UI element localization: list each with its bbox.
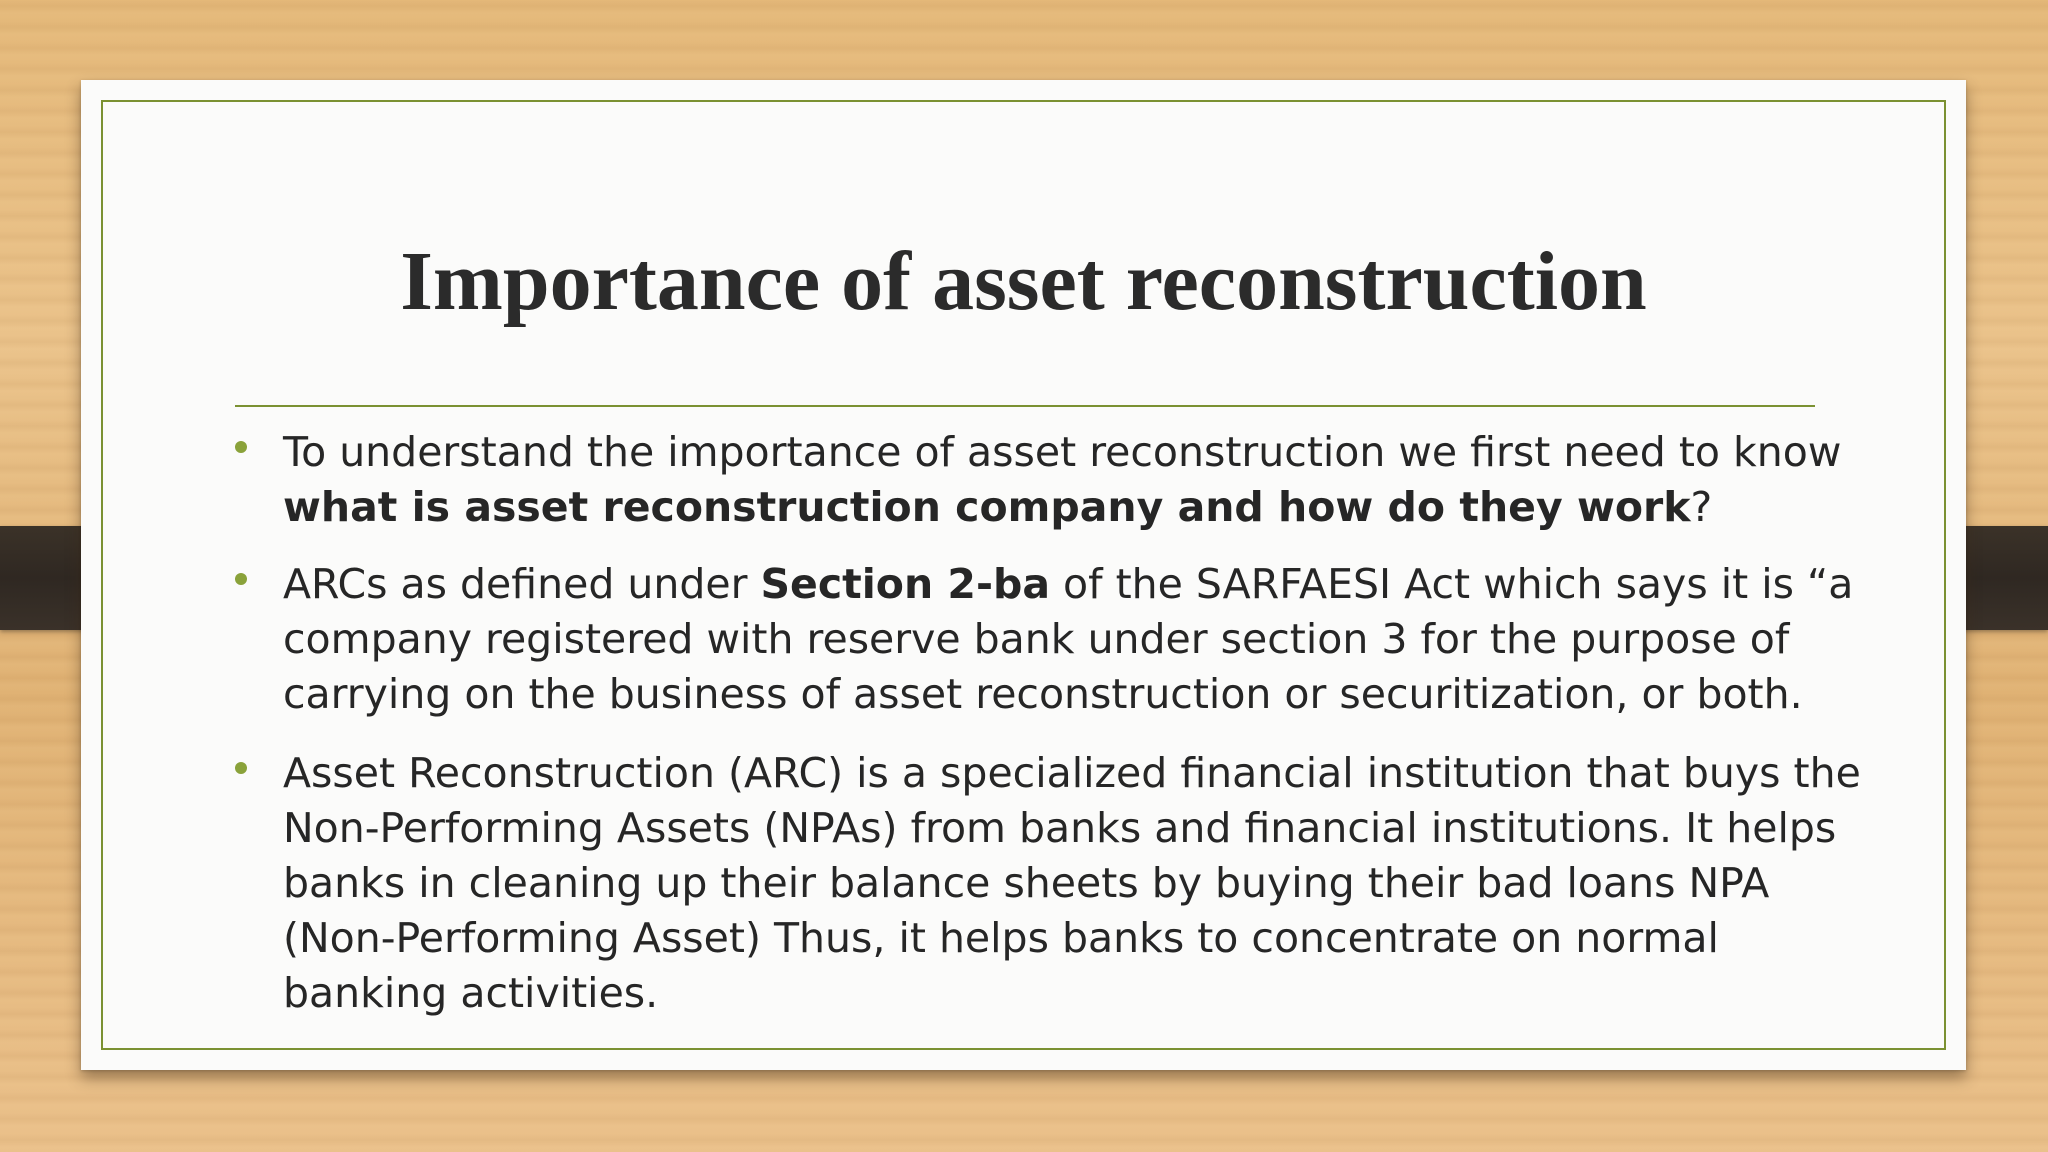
bullet-item-arc-definition [235,557,1875,722]
bullet-bold-text: Section 2-ba [760,560,1050,608]
bullet-text: ? [1690,483,1713,531]
bullet-dot-icon [235,573,247,585]
slide-card [81,80,1966,1070]
bullet-text: Asset Reconstruction (ARC) is a specialized financial institution that buys the Non-Performing Assets (NPAs) from banks and financial institutions. It helps banks in cleaning up their balance sheets by buying their bad loans NPA (Non-Performing Asset) Thus, it helps banks to concentrate on normal banking activities. [283,749,1861,1017]
slide-title: Importance of asset reconstruction [400,235,1647,328]
bullet-item-arc-role [235,746,1875,1021]
bullet-dot-icon [235,762,247,774]
title-divider [235,405,1815,407]
bullet-text: ARCs as defined under [283,560,761,608]
bullet-text: of the SARFAESI Act which says it is “a company registered with reserve bank under section 3 for the purpose of carrying on the business of asset reconstruction or securitization, or both. [283,560,1854,718]
bullet-bold-text: what is asset reconstruction company and how do they work [283,483,1691,531]
bullet-item-arc-importance [235,425,1875,535]
bullet-list [235,425,1875,1043]
bullet-text: To understand the importance of asset reconstruction we first need to know [283,428,1842,476]
bullet-dot-icon [235,441,247,453]
